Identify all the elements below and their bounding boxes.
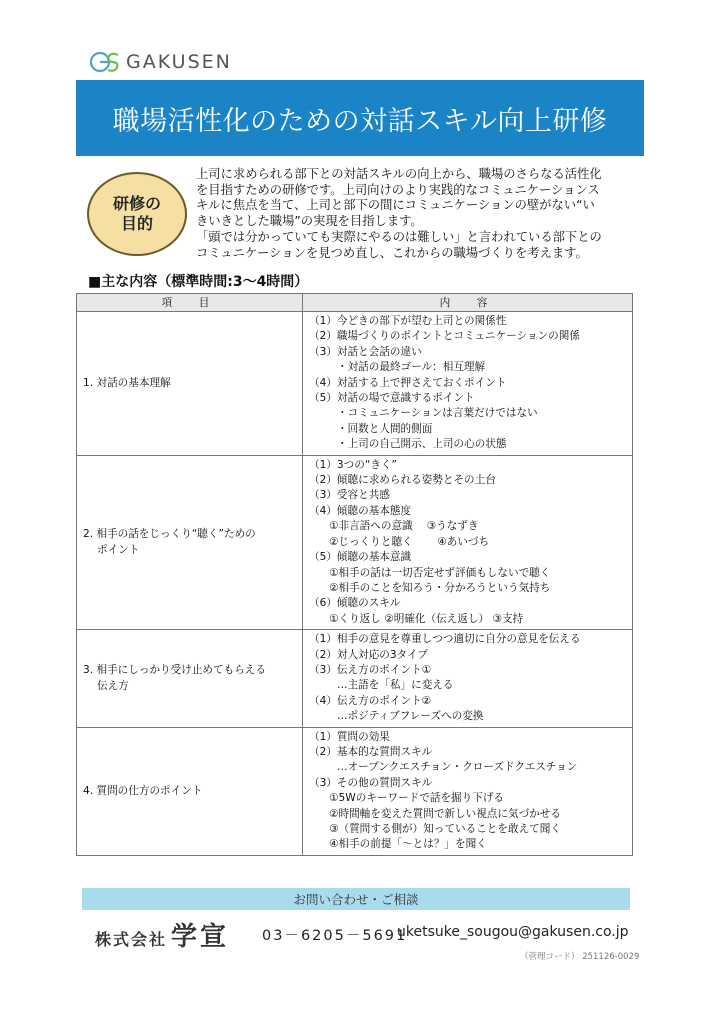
- purpose-badge-line1: 研修の: [112, 194, 161, 213]
- header-item: 項 目: [77, 294, 303, 312]
- content-line: （2）傾聴に求められる姿勢とその土台: [309, 474, 496, 487]
- content-line: （6）傾聴のスキル: [309, 597, 401, 610]
- content-line: （2）職場づくりのポイントとコミュニケーションの関係: [309, 330, 580, 343]
- content-line: …主語を「私」に変える: [337, 679, 454, 692]
- item-title-cont: ポイント: [97, 544, 140, 557]
- content-line: ②時間軸を変えた質問で新しい視点に気づかせる: [329, 807, 561, 820]
- company-prefix: 株式会社: [95, 930, 168, 949]
- content-line: ①5Wのキーワードで話を掘り下げる: [329, 792, 505, 805]
- purpose-line: コミュニケーションを見つめ直し、これからの職場づくりを考えます。: [196, 245, 588, 260]
- content-line: （1）3つの“きく”: [309, 458, 398, 471]
- content-line: （1）相手の意見を尊重しつつ適切に自分の意見を伝える: [309, 633, 581, 646]
- purpose-text: [196, 167, 652, 261]
- title-banner: [76, 80, 644, 156]
- content-line: ②じっくりと聴く ④あいづち: [329, 535, 490, 548]
- content-line: （4）対話する上で押さえておくポイント: [309, 376, 507, 389]
- brand-logo: [88, 48, 232, 76]
- purpose-line: 上司に求められる部下との対話スキルの向上から、職場のさらなる活性化: [196, 167, 602, 181]
- content-line: （3）受容と共感: [309, 489, 390, 502]
- content-line: （5）対話の場で意識するポイント: [309, 392, 475, 405]
- company-name-main: 学宣: [171, 922, 230, 952]
- purpose-badge: [87, 172, 187, 256]
- contents-heading: ■主な内容（標準時間:3～4時間）: [88, 274, 309, 290]
- table-cell-content: [303, 727, 633, 855]
- content-line: （2）基本的な質問スキル: [309, 745, 433, 758]
- table-row: [77, 455, 633, 629]
- item-title: 1. 対話の基本理解: [83, 377, 171, 390]
- content-line: ①非言語への意識 ③うなずき: [329, 520, 479, 533]
- table-row: [77, 727, 633, 855]
- content-line: （2）対人対応の3タイプ: [309, 648, 428, 661]
- purpose-line: きいきとした職場”の実現を目指します。: [196, 214, 423, 229]
- content-line: ④相手の前提「～とは？」を聞く: [329, 838, 487, 851]
- content-line: ・回数と人間的側面: [337, 422, 433, 435]
- purpose-line: を目指すための研修です。上司向けのより実践的なコミュニケーションス: [196, 182, 600, 197]
- contents-table: [76, 293, 633, 856]
- item-title: 4. 質問の仕方のポイント: [83, 785, 203, 798]
- item-title: 3. 相手にしっかり受け止めてもらえる: [83, 664, 266, 677]
- content-line: （1）今どきの部下が望む上司との関係性: [309, 315, 507, 327]
- content-line: （1）質問の効果: [309, 730, 390, 743]
- contact-bar: [82, 888, 630, 910]
- table-cell-content: [303, 630, 633, 727]
- content-line: （3）その他の質問スキル: [309, 776, 433, 789]
- content-line: （3）対話と会話の違い: [309, 345, 422, 358]
- table-cell-item: [77, 312, 303, 456]
- content-line: （5）傾聴の基本意識: [309, 551, 412, 564]
- content-line: ②相手のことを知ろう・分かろうという気持ち: [329, 581, 551, 594]
- table-header-row: [77, 294, 633, 312]
- header-content: 内 容: [303, 294, 633, 312]
- content-line: （4）傾聴の基本態度: [309, 504, 412, 517]
- logo-text: GAKUSEN: [126, 51, 232, 73]
- content-line: ・対話の最終ゴール：相互理解: [337, 361, 486, 374]
- content-line: ・上司の自己開示、上司の心の状態: [337, 438, 507, 451]
- content-line: …オープンクエスチョン・クローズドクエスチョン: [337, 761, 578, 774]
- table-row: [77, 630, 633, 727]
- page-title: 職場活性化のための対話スキル向上研修: [112, 105, 608, 137]
- company-name: [95, 916, 229, 953]
- table-cell-content: [303, 312, 633, 456]
- content-line: ①相手の話は一切否定せず評価もしないで聴く: [329, 566, 551, 579]
- table-cell-item: [77, 727, 303, 855]
- content-line: ・コミュニケーションは言葉だけではない: [337, 407, 538, 420]
- table-cell-content: [303, 455, 633, 629]
- content-line: …ポジティブフレーズへの変換: [337, 710, 484, 723]
- table-row: [77, 312, 633, 456]
- content-line: （4）伝え方のポイント②: [309, 694, 432, 707]
- table-cell-item: [77, 455, 303, 629]
- content-line: ③（質問する側が）知っていることを敢えて聞く: [329, 823, 561, 835]
- contact-bar-label: お問い合わせ・ご相談: [293, 892, 419, 907]
- phone-number: 03－6205－5691: [262, 928, 408, 944]
- purpose-badge-line2: 目的: [120, 214, 153, 233]
- item-title-cont: 伝え方: [97, 680, 129, 693]
- gakusen-logo-icon: [88, 49, 122, 75]
- purpose-line: キルに焦点を当て、上司と部下の間にコミュニケーションの壁がない“い: [196, 198, 595, 213]
- content-line: ①くり返し ②明確化（伝え返し） ③支持: [329, 612, 524, 625]
- purpose-line: 「頭では分かっていても実際にやるのは難しい」と言われている部下との: [196, 229, 602, 244]
- table-body: [77, 312, 633, 856]
- content-line: （3）伝え方のポイント①: [309, 663, 432, 676]
- email-address[interactable]: uketsuke_sougou@gakusen.co.jp: [397, 924, 629, 940]
- management-code: （管理コード） 251126-0029: [520, 952, 640, 962]
- table-cell-item: [77, 630, 303, 727]
- item-title: 2. 相手の話をじっくり“聴く”ための: [83, 528, 256, 541]
